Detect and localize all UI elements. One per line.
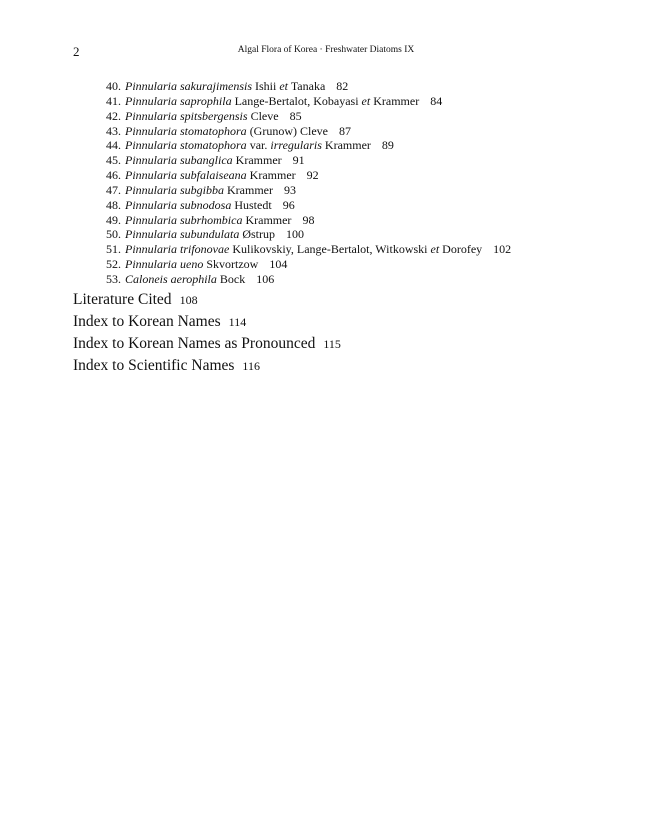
- species-authority: Krammer: [242, 212, 292, 227]
- species-name-italic: Pinnularia stomatophora: [125, 138, 247, 153]
- toc-section-entry: [73, 311, 341, 333]
- toc-species-entry: [101, 257, 511, 272]
- species-authority: Krammer: [370, 93, 420, 108]
- species-name-italic: Pinnularia subgibba: [125, 182, 225, 197]
- toc-species-entry: [101, 109, 511, 124]
- entry-number: 41.: [106, 93, 121, 108]
- species-name-italic: et: [430, 242, 440, 257]
- section-list: [73, 289, 341, 377]
- entry-number: 44.: [106, 138, 121, 153]
- species-name-italic: Pinnularia subfalaiseana: [125, 168, 247, 183]
- entry-number: 45.: [106, 153, 121, 168]
- section-title: Index to Korean Names: [73, 313, 221, 330]
- entry-number: 52.: [106, 257, 121, 272]
- entry-page-number: 93: [284, 182, 296, 197]
- toc-section-entry: [73, 289, 341, 311]
- species-authority: Ishii: [252, 79, 280, 93]
- toc-species-entry: [101, 213, 511, 228]
- species-name-italic: Pinnularia spitsbergensis: [125, 108, 248, 123]
- species-authority: Østrup: [239, 227, 276, 242]
- species-name-italic: et: [279, 79, 289, 93]
- section-page-number: 114: [228, 315, 247, 329]
- section-page-number: 108: [179, 293, 198, 307]
- entry-page-number: 102: [493, 242, 512, 257]
- entry-number: 47.: [106, 182, 121, 197]
- species-name-italic: Pinnularia subundulata: [125, 227, 240, 242]
- toc-species-entry: [101, 153, 511, 168]
- entry-number: 42.: [106, 108, 121, 123]
- toc-species-entry: [101, 183, 511, 198]
- page-number: 2: [73, 44, 80, 59]
- entry-number: 46.: [106, 168, 121, 183]
- toc-section-entry: [73, 333, 341, 355]
- entry-page-number: 84: [430, 93, 443, 108]
- species-authority: Cleve: [247, 108, 279, 123]
- species-authority: Krammer: [224, 182, 273, 197]
- species-authority: Lange-Bertalot, Kobayasi: [231, 93, 362, 108]
- section-title: Index to Scientific Names: [73, 357, 235, 374]
- entry-page-number: 106: [256, 271, 275, 286]
- entry-number: 40.: [106, 79, 121, 93]
- entry-page-number: 85: [289, 108, 302, 123]
- toc-species-entry: [101, 124, 511, 139]
- species-authority: (Grunow) Cleve: [246, 123, 328, 138]
- species-name-italic: Pinnularia subanglica: [125, 153, 233, 168]
- section-page-number: 115: [323, 337, 341, 351]
- running-header: Algal Flora of Korea · Freshwater Diatoms IX: [237, 45, 415, 55]
- species-authority: var.: [246, 138, 271, 153]
- toc-species-entry: [101, 272, 511, 287]
- species-authority: Skvortzow: [203, 257, 259, 272]
- toc-species-entry: [101, 94, 511, 109]
- species-name-italic: et: [361, 93, 371, 108]
- entry-page-number: 104: [269, 257, 288, 272]
- species-name-italic: Pinnularia saprophila: [125, 93, 232, 108]
- species-authority: Tanaka: [288, 79, 326, 93]
- species-name-italic: Pinnularia sakurajimensis: [125, 79, 253, 93]
- species-authority: Kulikovskiy, Lange-Bertalot, Witkowski: [229, 242, 431, 257]
- section-title: Literature Cited: [73, 291, 172, 308]
- toc-species-entry: [101, 227, 511, 242]
- entry-page-number: 96: [282, 197, 295, 212]
- entry-number: 48.: [106, 197, 121, 212]
- entry-page-number: 100: [286, 227, 305, 242]
- species-authority: Bock: [216, 271, 246, 286]
- toc-species-entry: [101, 198, 511, 213]
- entry-page-number: 87: [339, 123, 351, 138]
- section-title: Index to Korean Names as Pronounced: [73, 335, 316, 352]
- toc-species-entry: [101, 79, 511, 94]
- toc-species-entry: [101, 242, 511, 257]
- species-authority: Hustedt: [231, 197, 272, 212]
- entry-page-number: 98: [302, 212, 315, 227]
- toc-species-entry: [101, 168, 511, 183]
- species-list: [101, 79, 511, 287]
- entry-page-number: 91: [292, 153, 305, 168]
- entry-number: 43.: [106, 123, 121, 138]
- species-name-italic: irregularis: [270, 138, 322, 153]
- species-authority: Krammer: [321, 138, 371, 153]
- entry-number: 51.: [106, 242, 121, 257]
- species-name-italic: Pinnularia ueno: [125, 257, 204, 272]
- entry-number: 49.: [106, 212, 121, 227]
- entry-page-number: 82: [336, 79, 349, 93]
- entry-number: 53.: [106, 271, 121, 286]
- species-name-italic: Pinnularia stomatophora: [125, 123, 247, 138]
- toc-species-entry: [101, 138, 511, 153]
- entry-page-number: 89: [381, 138, 394, 153]
- toc-section-entry: [73, 355, 341, 377]
- species-name-italic: Pinnularia trifonovae: [125, 242, 230, 257]
- section-page-number: 116: [242, 359, 260, 373]
- species-authority: Dorofey: [439, 242, 483, 257]
- species-name-italic: Caloneis aerophila: [125, 271, 217, 286]
- entry-page-number: 92: [306, 168, 319, 183]
- species-authority: Krammer: [232, 153, 282, 168]
- species-authority: Krammer: [246, 168, 296, 183]
- species-name-italic: Pinnularia subrhombica: [125, 212, 243, 227]
- species-name-italic: Pinnularia subnodosa: [125, 197, 232, 212]
- entry-number: 50.: [106, 227, 121, 242]
